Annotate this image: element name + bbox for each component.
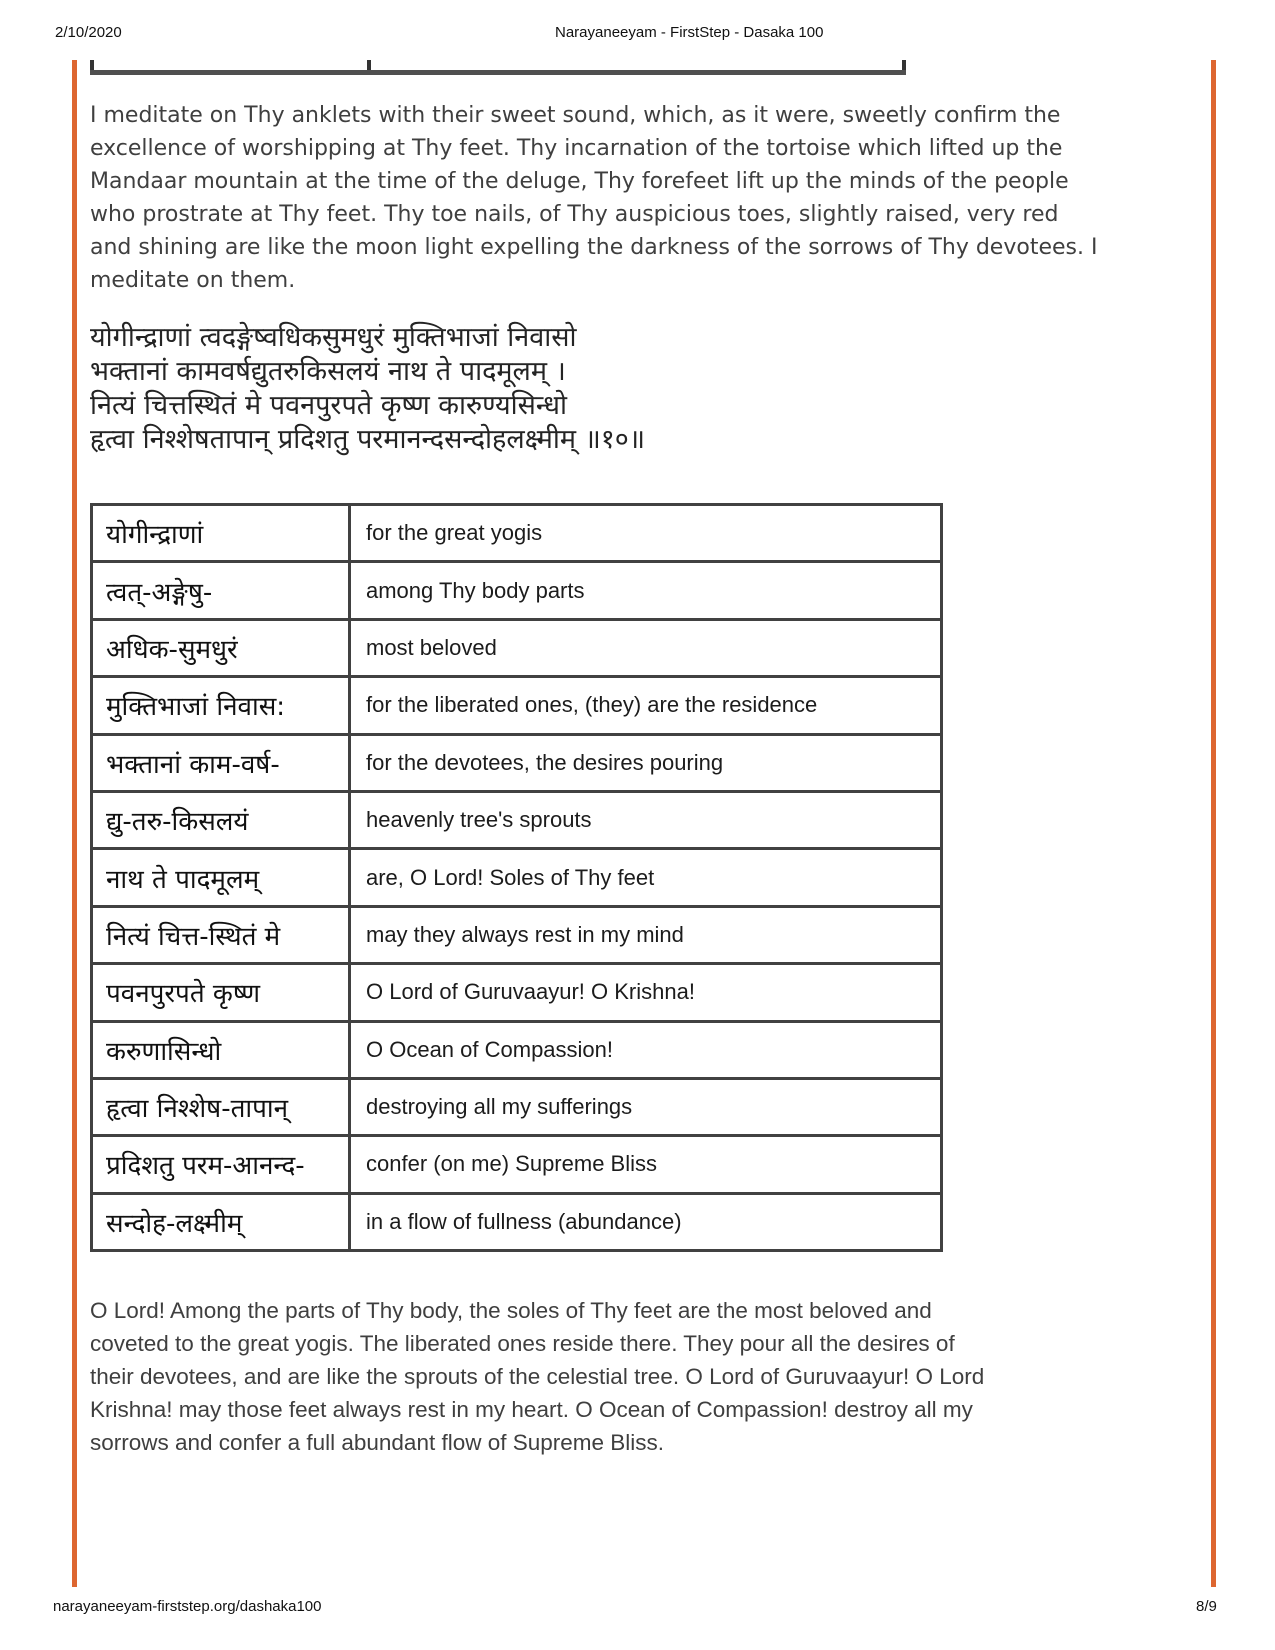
print-header-date: 2/10/2020 — [55, 24, 122, 41]
english-meaning-cell: O Ocean of Compassion! — [366, 1036, 614, 1062]
verse-line: हृत्वा निश्शेषतापान् प्रदिशतु परमानन्दसन्दोहलक्ष्मीम् ॥१०॥ — [90, 424, 645, 455]
text-line: Krishna! may those feet always rest in my heart. O Ocean of Compassion! destroy all my — [90, 1397, 973, 1422]
english-meaning-cell: are, O Lord! Soles of Thy feet — [366, 864, 655, 890]
text-line: Mandaar mountain at the time of the deluge, Thy forefeet lift up the minds of the people — [90, 169, 1069, 194]
print-footer-page-number: 8/9 — [1196, 1598, 1217, 1615]
sanskrit-word-cell: हृत्वा निश्शेष-तापान् — [93, 1080, 351, 1134]
sanskrit-word-cell: पवनपुरपते कृष्ण — [93, 965, 351, 1019]
table-row — [93, 965, 940, 1022]
table-row — [93, 621, 940, 678]
english-meaning-cell: most beloved — [366, 634, 497, 660]
sanskrit-word-cell: अधिक-सुमधुरं — [93, 621, 351, 675]
table-row — [93, 506, 940, 563]
english-meaning-cell: for the liberated ones, (they) are the residence — [366, 692, 818, 718]
sanskrit-word-cell: सन्दोह-लक्ष्मीम् — [93, 1195, 351, 1249]
english-meaning-cell: may they always rest in my mind — [366, 921, 684, 947]
text-line: coveted to the great yogis. The liberated ones reside there. They pour all the desires of — [90, 1331, 955, 1356]
sanskrit-verse — [90, 321, 645, 457]
verse-line: योगीन्द्राणां त्वदङ्गेष्वधिकसुमधुरं मुक्तिभाजां निवासो — [90, 322, 577, 353]
text-line: excellence of worshipping at Thy feet. Thy incarnation of the tortoise which lifted up the — [90, 136, 1063, 161]
english-meaning-cell: for the great yogis — [366, 520, 543, 546]
table-row — [93, 563, 940, 620]
table-row — [93, 1195, 940, 1249]
translation-paragraph-bottom — [90, 1294, 984, 1459]
verse-line: नित्यं चित्तस्थितं मे पवनपुरपते कृष्ण कारुण्यसिन्धो — [90, 390, 567, 421]
english-meaning-cell: destroying all my sufferings — [366, 1094, 633, 1120]
sanskrit-word-cell: नित्यं चित्त-स्थितं मे — [93, 908, 351, 962]
translation-paragraph-top — [90, 99, 1097, 297]
table-row — [93, 736, 940, 793]
text-line: their devotees, and are like the sprouts of the celestial tree. O Lord of Guruvaayur! O Lord — [90, 1364, 985, 1389]
english-meaning-cell: for the devotees, the desires pouring — [366, 749, 724, 775]
text-line: who prostrate at Thy feet. Thy toe nails, of Thy auspicious toes, slightly raised, very red — [90, 202, 1059, 227]
sanskrit-word-cell: करुणासिन्धो — [93, 1023, 351, 1077]
english-meaning-cell: O Lord of Guruvaayur! O Krishna! — [366, 979, 695, 1005]
table-row — [93, 908, 940, 965]
content-left-accent-border — [72, 60, 77, 1587]
content-right-accent-border — [1211, 60, 1216, 1587]
table-row — [93, 678, 940, 735]
text-line: sorrows and confer a full abundant flow of Supreme Bliss. — [90, 1430, 665, 1455]
table-row — [93, 850, 940, 907]
text-line: I meditate on Thy anklets with their sweet sound, which, as it were, sweetly confirm the — [90, 103, 1061, 128]
english-meaning-cell: confer (on me) Supreme Bliss — [366, 1151, 657, 1177]
print-footer-url: narayaneeyam-firststep.org/dashaka100 — [53, 1598, 322, 1615]
table-row — [93, 1023, 940, 1080]
print-header-title: Narayaneeyam - FirstStep - Dasaka 100 — [555, 24, 824, 41]
sanskrit-word-cell: भक्तानां काम-वर्ष- — [93, 736, 351, 790]
previous-page-table-remnant — [90, 60, 906, 75]
sanskrit-word-cell: त्वत्-अङ्गेषु- — [93, 563, 351, 617]
english-meaning-cell: among Thy body parts — [366, 577, 585, 603]
english-meaning-cell: heavenly tree's sprouts — [366, 807, 592, 833]
sanskrit-word-cell: मुक्तिभाजां निवास: — [93, 678, 351, 732]
text-line: O Lord! Among the parts of Thy body, the soles of Thy feet are the most beloved and — [90, 1298, 932, 1323]
verse-line: भक्तानां कामवर्षद्युतरुकिसलयं नाथ ते पादमूलम् । — [90, 356, 566, 387]
word-meanings-table — [90, 503, 943, 1252]
sanskrit-word-cell: द्यु-तरु-किसलयं — [93, 793, 351, 847]
sanskrit-word-cell: नाथ ते पादमूलम् — [93, 850, 351, 904]
text-line: and shining are like the moon light expelling the darkness of the sorrows of Thy devotees. I — [90, 235, 1098, 260]
english-meaning-cell: in a flow of fullness (abundance) — [366, 1208, 682, 1234]
text-line: meditate on them. — [90, 268, 296, 293]
remnant-bottom-border — [90, 70, 906, 75]
sanskrit-word-cell: योगीन्द्राणां — [93, 506, 351, 560]
sanskrit-word-cell: प्रदिशतु परम-आनन्द- — [93, 1137, 351, 1191]
table-row — [93, 793, 940, 850]
table-row — [93, 1080, 940, 1137]
table-row — [93, 1137, 940, 1194]
